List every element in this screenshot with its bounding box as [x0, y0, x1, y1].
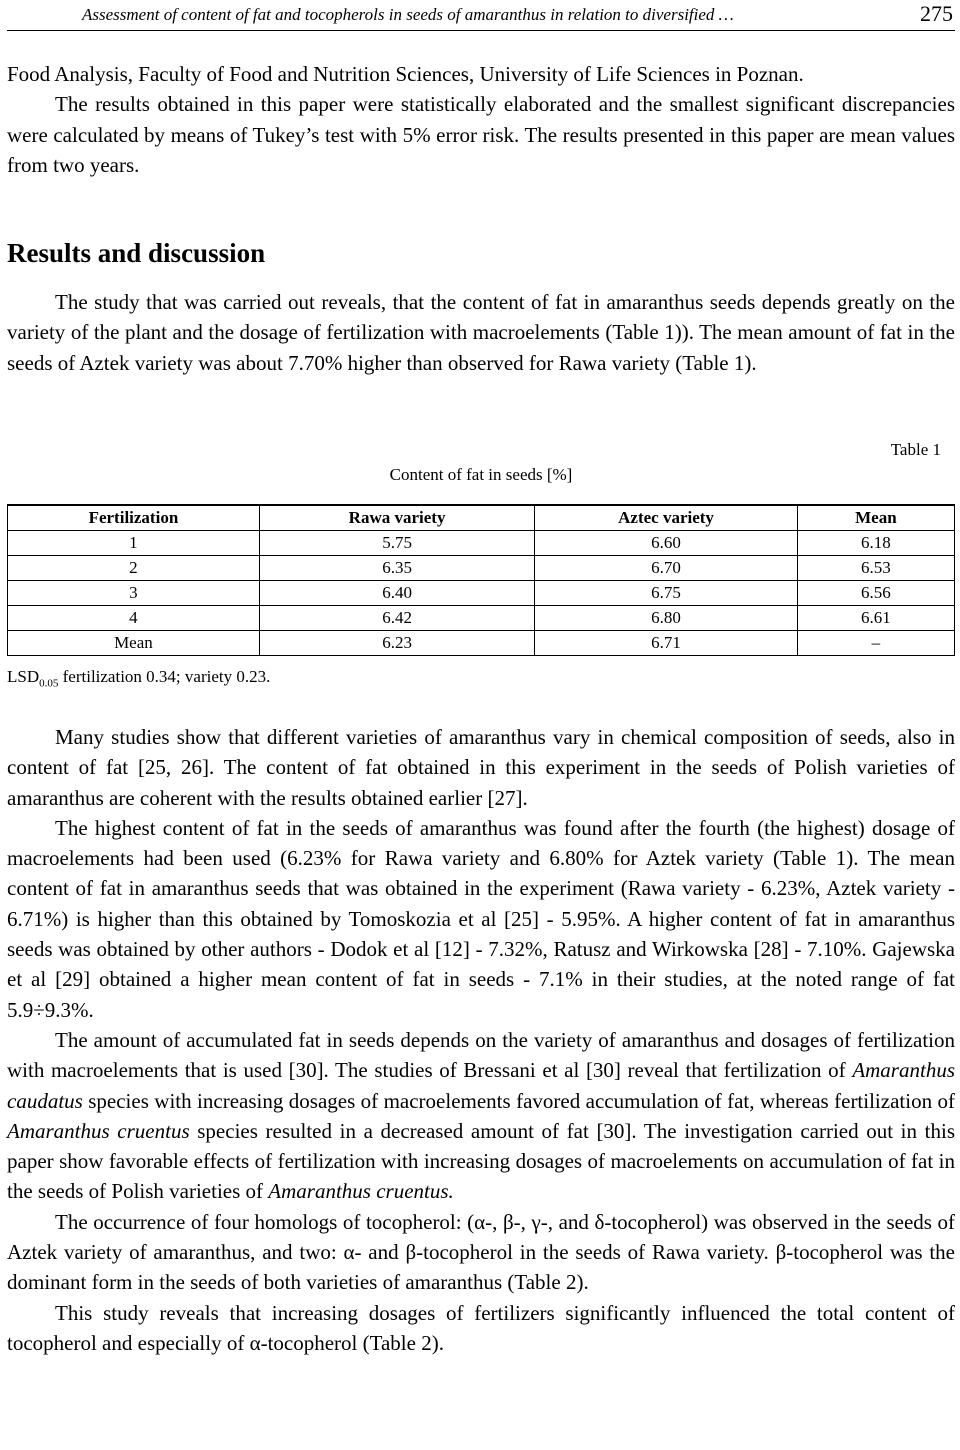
table-cell: 6.35 — [259, 556, 534, 581]
table-row — [8, 631, 955, 656]
results-text — [7, 287, 955, 378]
species-name: Amaranthus cruentus. — [268, 1179, 454, 1204]
table-header-row — [8, 505, 955, 531]
table-label: Table 1 — [890, 440, 941, 459]
table-cell: 6.70 — [535, 556, 798, 581]
lsd-subscript: 0.05 — [39, 677, 59, 690]
column-header: Rawa variety — [259, 505, 534, 531]
table-cell: 3 — [8, 581, 260, 606]
table-row — [8, 606, 955, 631]
paragraph: The study that was carried out reveals, that the content of fat in amaranthus seeds depends greatly on the variety of the plant and the dosage of fertilization with macroelements (Table 1)). The mean amount of fat in the seeds of Aztek variety was about 7.70% higher than observed for Rawa variety (Table 1). — [7, 290, 955, 375]
table-cell: 6.60 — [535, 531, 798, 556]
table-cell: 6.71 — [535, 631, 798, 656]
table-cell: 6.18 — [797, 531, 954, 556]
column-header: Aztec variety — [535, 505, 798, 531]
lsd-note — [7, 667, 270, 689]
discussion-text — [7, 722, 955, 1358]
lsd-values: fertilization 0.34; variety 0.23. — [58, 667, 271, 686]
table-cell: 6.40 — [259, 581, 534, 606]
table-caption: Content of fat in seeds [%] — [389, 465, 573, 484]
text-run: The amount of accumulated fat in seeds depends on the variety of amaranthus and dosages of fertilization with macroelements that is used [30]. The studies of Bressani et al [30] reveal that fertilization of — [7, 1027, 955, 1083]
methods-text — [7, 59, 955, 180]
paragraph: Many studies show that different varieties of amaranthus vary in chemical composition of seeds, also in content of fat [25, 26]. The content of fat obtained in this experiment in the seeds of Polish varieties of amaranthus are coherent with the results obtained earlier [27]. — [7, 725, 955, 810]
species-name: Amaranthus caudatus — [7, 1058, 955, 1113]
table-cell: 6.75 — [535, 581, 798, 606]
section-heading: Results and discussion — [7, 238, 266, 268]
text-run: species resulted in a decreased amount of fat [30]. The investigation carried out in this paper show favorable effects of fertilization with increasing dosages of macroelements on accumulation of fat in the seeds of Polish varieties of — [7, 1118, 955, 1204]
table-row — [8, 531, 955, 556]
running-title: Assessment of content of fat and tocopherols in seeds of amaranthus in relation to diversified … — [82, 5, 734, 24]
table-cell: 6.61 — [797, 606, 954, 631]
page-number: 275 — [920, 1, 953, 26]
table-row — [8, 556, 955, 581]
table-cell: 4 — [8, 606, 260, 631]
table-cell: 1 — [8, 531, 260, 556]
table-cell: 2 — [8, 556, 260, 581]
species-name: Amaranthus cruentus — [7, 1118, 190, 1143]
paragraph: The occurrence of four homologs of tocopherol: (α-, β-, γ-, and δ-tocopherol) was observed in the seeds of Aztek variety of amaranthus, and two: α- and β-tocopherol in the seeds of Rawa variety. β-tocopherol was the dominant form in the seeds of both varieties of amaranthus (Table 2). — [7, 1209, 955, 1295]
table-cell: Mean — [8, 631, 260, 656]
paragraph: This study reveals that increasing dosages of fertilizers significantly influenced the total content of tocopherol and especially of α-tocopherol (Table 2). — [7, 1300, 955, 1355]
table-cell: 5.75 — [259, 531, 534, 556]
fat-content-table — [7, 504, 955, 656]
paragraph: Food Analysis, Faculty of Food and Nutrition Sciences, University of Life Sciences in Poznan. — [7, 62, 804, 86]
text-run: species with increasing dosages of macroelements favored accumulation of fat, whereas fertilization of — [82, 1088, 955, 1113]
table-cell: 6.56 — [797, 581, 954, 606]
table-row — [8, 581, 955, 606]
paragraph — [7, 1025, 955, 1207]
column-header: Fertilization — [8, 505, 260, 531]
running-header — [7, 0, 955, 31]
lsd-prefix: LSD — [7, 667, 40, 686]
table-cell: 6.42 — [259, 606, 534, 631]
table-cell: 6.80 — [535, 606, 798, 631]
column-header: Mean — [797, 505, 954, 531]
paragraph: The highest content of fat in the seeds of amaranthus was found after the fourth (the highest) dosage of macroelements had been used (6.23% for Rawa variety and 6.80% for Aztek variety (Table 1). The mean content of fat in amaranthus seeds that was obtained in the experiment (Rawa variety - 6.23%, Aztek variety - 6.71%) is higher than this obtained by Tomoskozia et al [25] - 5.95%. A higher content of fat in amaranthus seeds was obtained by other authors - Dodok et al [12] - 7.32%, Ratusz and Wirkowska [28] - 7.10%. Gajewska et al [29] obtained a higher mean content of fat in seeds - 7.1% in their studies, at the noted range of fat 5.9÷9.3%. — [7, 815, 955, 1022]
paragraph: The results obtained in this paper were statistically elaborated and the smallest significant discrepancies were calculated by means of Tukey’s test with 5% error risk. The results presented in this paper are mean values from two years. — [7, 92, 955, 177]
table-cell: 6.53 — [797, 556, 954, 581]
table-cell: – — [797, 631, 954, 656]
table-cell: 6.23 — [259, 631, 534, 656]
